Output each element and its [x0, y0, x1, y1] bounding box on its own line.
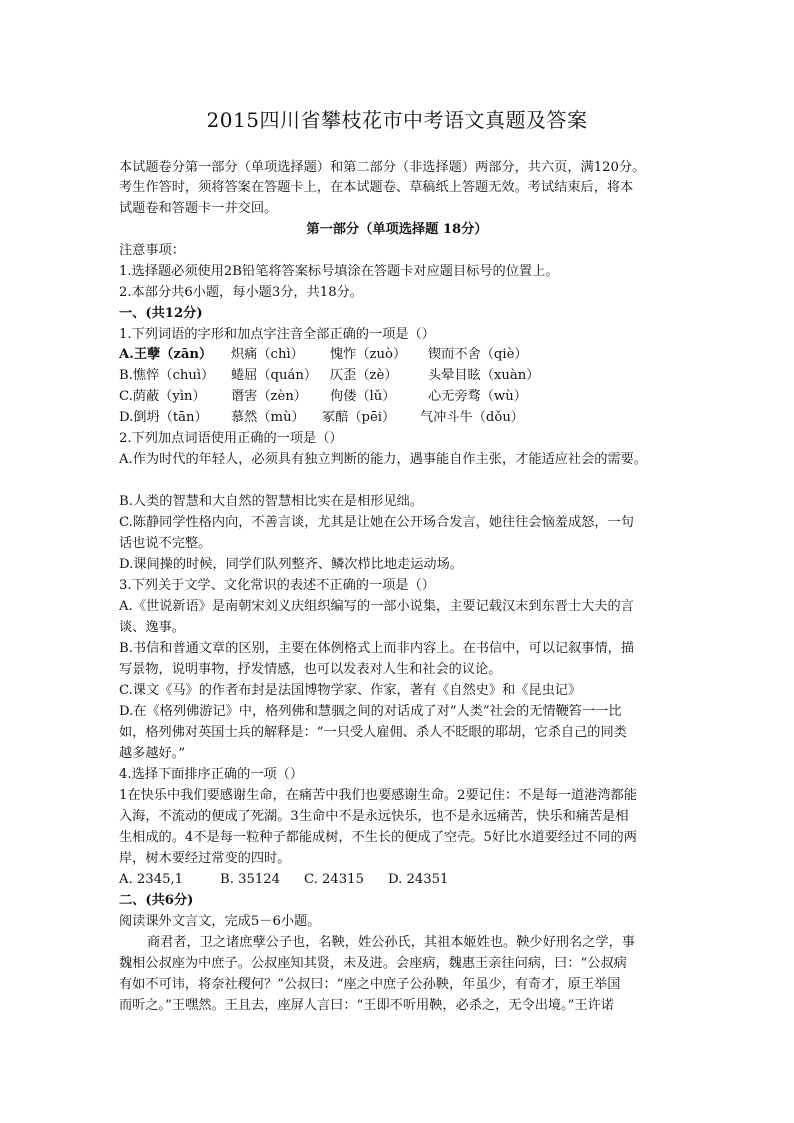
- note-1: 1.选择题必须使用2B铅笔将答案标号填涂在答题卡对应题目标号的位置上。: [119, 264, 559, 279]
- q4-passage-line3: 生相成的。4不是每一粒种子都能成树，不生长的便成了空壳。5好比水道要经过不同的两: [119, 830, 637, 845]
- q1-option-c-word3: 佝偻（lǔ）: [330, 389, 396, 404]
- q3-option-d-line3: 越多越好。”: [119, 746, 186, 761]
- q1-option-a-word4: 锲而不舍（qiè）: [428, 347, 528, 362]
- q3-option-a-line2: 谈、逸事。: [119, 620, 185, 635]
- q4-option-c: C. 24315: [304, 872, 364, 887]
- q2-option-c-line1: C.陈静同学性格内向，不善言谈，尤其是让她在公开场合发言，她往往会恼羞成怒，一句: [119, 515, 634, 530]
- reading-passage-line2: 魏相公叔座为中庶子。公叔座知其贤，未及进。会座病，魏惠王亲往问病，曰：“公叔病: [119, 956, 627, 971]
- reading-passage-line4: 而听之。”王嘿然。王且去，座屏人言曰：“王即不听用鞅，必杀之，无令出境。”王许诺: [119, 998, 614, 1013]
- q1-option-b-word2: 蜷屈（quán）: [231, 368, 318, 383]
- q1-option-a: A.王孽（zān）: [119, 347, 213, 362]
- intro-line-3: 试题卷和答题卡一并交回。: [119, 201, 278, 216]
- q3-stem: 3.下列关于文学、文化常识的表述不正确的一项是（）: [119, 578, 435, 593]
- q1-option-c: C.荫蔽（yìn）: [119, 389, 206, 404]
- q2-option-b: B.人类的智慧和大自然的智慧相比实在是相形见绌。: [119, 494, 424, 509]
- q1-option-d-word2: 慕然（mù）: [231, 410, 305, 425]
- q1-option-d: D.倒坍（tān）: [119, 410, 208, 425]
- q3-option-d-line2: 如，格列佛对英国士兵的解释是：“一只受人雇佣、杀人不眨眼的耶胡，它杀自己的同类: [119, 725, 627, 740]
- section1-heading: 一、(共12分): [119, 306, 203, 321]
- part1-heading: 第一部分（单项选择题 18分）: [306, 222, 488, 237]
- reading-passage-line1: 商君者，卫之诸庶孽公子也，名鞅，姓公孙氏，其祖本姬姓也。鞅少好刑名之学，事: [147, 935, 635, 950]
- q3-option-b-line2: 写景物，说明事物，抒发情感，也可以发表对人生和社会的议论。: [119, 662, 502, 677]
- q2-stem: 2.下列加点词语使用正确的一项是（）: [119, 431, 343, 446]
- q3-option-c: C.课文《马》的作者布封是法国博物学家、作家，著有《自然史》和《昆虫记》: [119, 683, 582, 698]
- q4-stem: 4.选择下面排序正确的一项（）: [119, 767, 304, 782]
- q2-option-d: D.课间操的时候，同学们队列整齐、鳞次栉比地走运动场。: [119, 557, 463, 572]
- q2-option-c-line2: 话也说不完整。: [119, 536, 212, 551]
- q1-option-b-word3: 仄歪（zè）: [330, 368, 398, 383]
- q1-option-b-word4: 头晕目眩（xuàn）: [428, 368, 540, 383]
- q4-passage-line1: 1在快乐中我们要感谢生命，在痛苦中我们也要感谢生命。2要记住：不是每一道港湾都能: [119, 788, 637, 803]
- q4-passage-line2: 入海，不流动的便成了死湖。3生命中不是永远快乐，也不是永远痛苦，快乐和痛苦是相: [119, 809, 629, 824]
- q4-option-a: A. 2345,1: [119, 872, 184, 887]
- page-title: 2015四川省攀枝花市中考语文真题及答案: [206, 108, 588, 132]
- notes-heading: 注意事项：: [119, 243, 185, 258]
- intro-line-2: 考生作答时，须将答案在答题卡上，在本试题卷、草稿纸上答题无效。考试结束后，将本: [119, 180, 634, 195]
- section2-heading: 二、(共6分): [119, 893, 194, 908]
- intro-line-1: 本试题卷分第一部分（单项选择题）和第二部分（非选择题）两部分，共六页，满120分。: [119, 160, 646, 175]
- reading-instruction: 阅读课外文言文，完成5－6小题。: [119, 914, 321, 929]
- reading-passage-line3: 有如不可讳，将奈社稷何？”公叔曰：“座之中庶子公孙鞅，年虽少，有奇才，原王举国: [119, 977, 621, 992]
- q1-option-c-word2: 谮害（zèn）: [231, 389, 307, 404]
- q3-option-d-line1: D.在《格列佛游记》中，格列佛和慧骃之间的对话成了对“人类”社会的无情鞭笞一一比: [119, 704, 622, 719]
- q1-option-a-word2: 炽痛（chì）: [231, 347, 304, 362]
- q1-option-d-word4: 气冲斗牛（dǒu）: [420, 410, 524, 425]
- q1-option-a-word3: 愧怍（zuò）: [330, 347, 407, 362]
- q1-stem: 1.下列词语的字形和加点字注音全部正确的一项是（）: [119, 327, 435, 342]
- q3-option-b-line1: B.书信和普通文章的区别，主要在体例格式上而非内容上。在书信中，可以记叙事情，描: [119, 641, 635, 656]
- q1-option-b: B.憔悴（chuì）: [119, 368, 215, 383]
- q4-passage-line4: 岸，树木要经过常变的四时。: [119, 851, 291, 866]
- q4-option-d: D. 24351: [388, 872, 449, 887]
- note-2: 2.本部分共6小题，每小题3分，共18分。: [119, 285, 363, 300]
- q1-option-d-word3: 冢醅（pēi）: [322, 410, 396, 425]
- q3-option-a-line1: A.《世说新语》是南朝宋刘义庆组织编写的一部小说集，主要记载汉末到东晋士大夫的言: [119, 599, 634, 614]
- q4-option-b: B. 35124: [220, 872, 281, 887]
- q1-option-c-word4: 心无旁骛（wù）: [428, 389, 527, 404]
- q2-option-a: A.作为时代的年轻人，必须具有独立判断的能力，遇事能自作主张，才能适应社会的需要。: [119, 452, 648, 467]
